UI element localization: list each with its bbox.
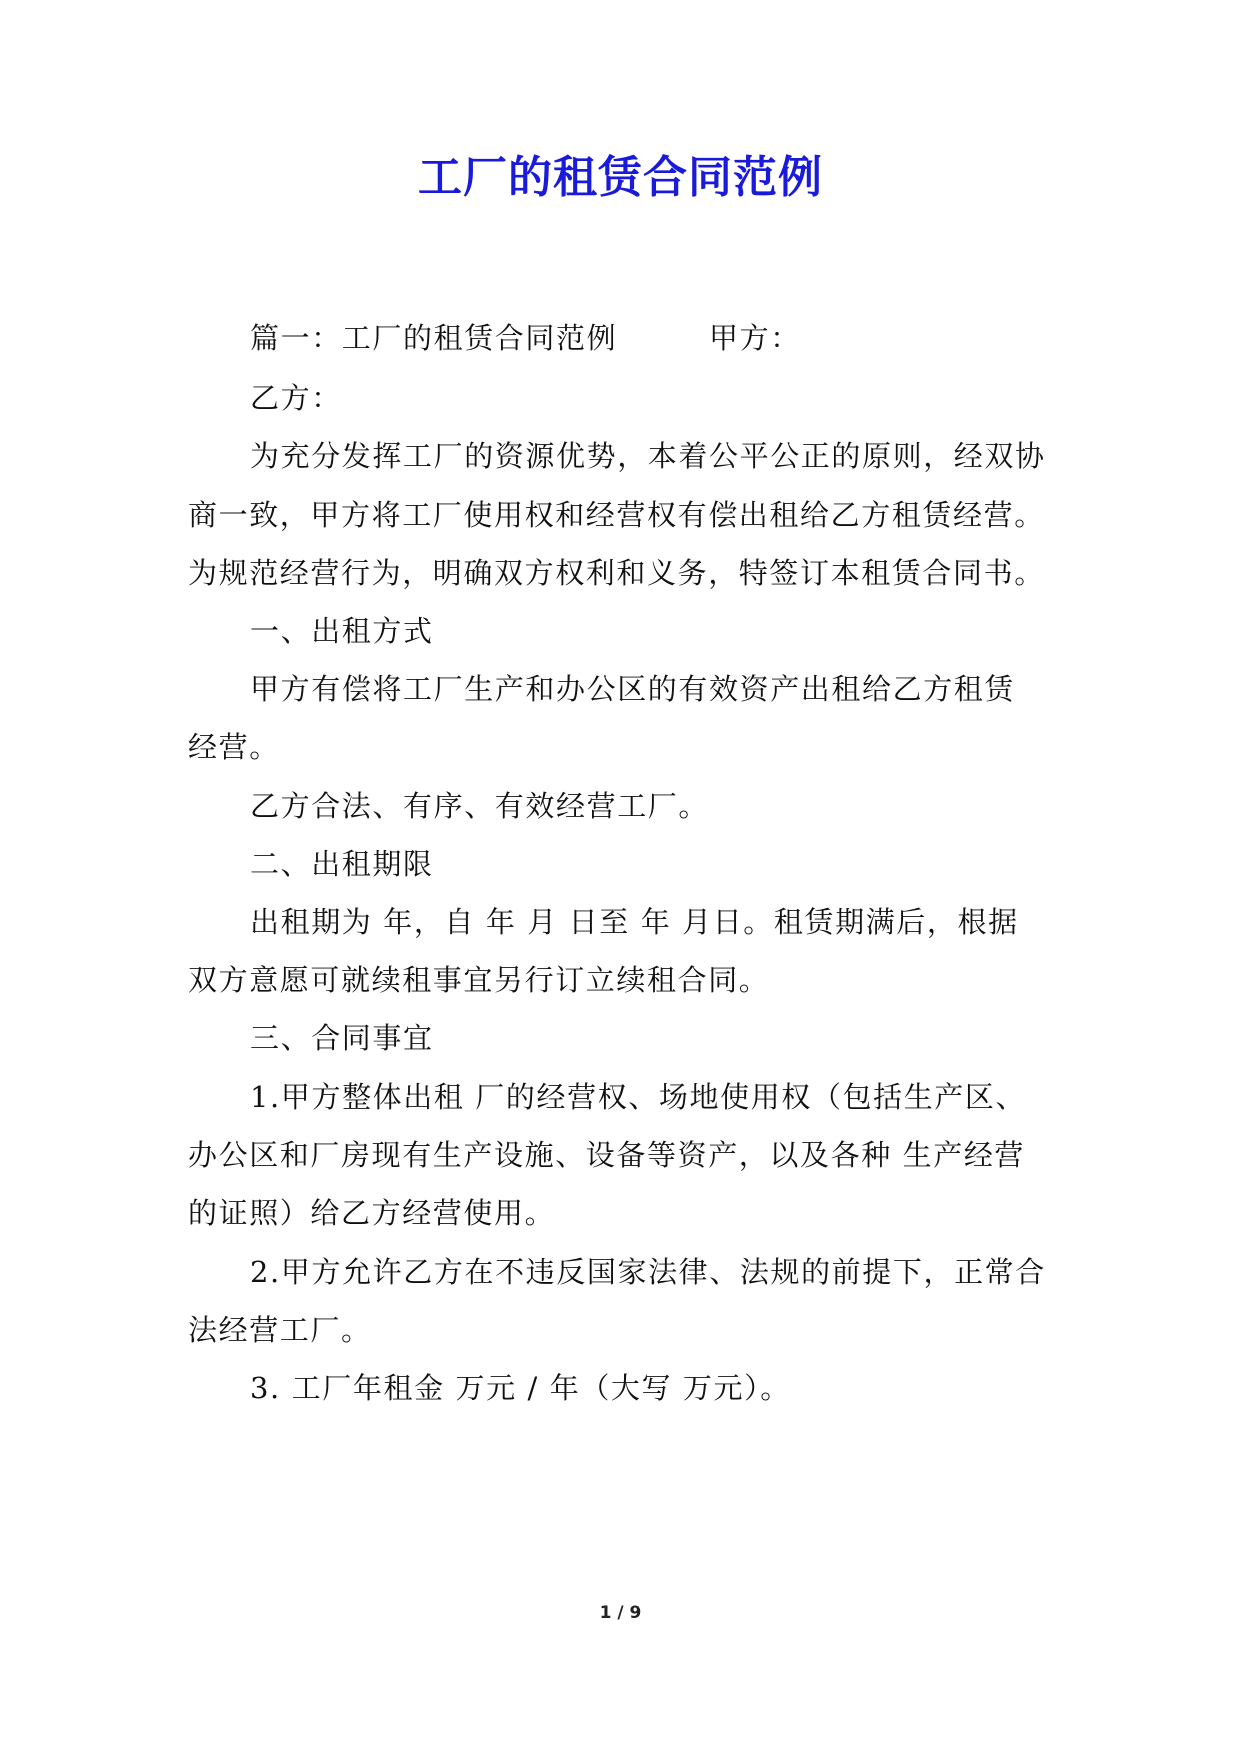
paragraph-line: 出租期为 年，自 年 月 日至 年 月日。租赁期满后，根据 [250, 905, 1019, 939]
paragraph-line: 3. 工厂年租金 万元 / 年（大写 万元）。 [250, 1371, 791, 1405]
section-heading-line: 篇一：工厂的租赁合同范例 甲方： [250, 321, 801, 355]
clause-heading: 二、出租期限 [250, 847, 434, 881]
paragraph-line: 法经营工厂。 [188, 1313, 372, 1347]
page-number: 1 / 9 [599, 1603, 642, 1623]
paragraph-line: 甲方有偿将工厂生产和办公区的有效资产出租给乙方租赁 [250, 672, 1016, 706]
paragraph-line: 为充分发挥工厂的资源优势，本着公平公正的原则，经双协 [250, 439, 1046, 473]
paragraph-line: 经营。 [188, 730, 280, 764]
paragraph-line: 双方意愿可就续租事宜另行订立续租合同。 [188, 963, 770, 997]
paragraph-line: 2.甲方允许乙方在不违反国家法律、法规的前提下，正常合 [250, 1255, 1046, 1289]
paragraph-line: 办公区和厂房现有生产设施、设备等资产，以及各种 生产经营 [188, 1138, 1026, 1172]
paragraph-line: 的证照）给乙方经营使用。 [188, 1196, 556, 1230]
clause-heading: 三、合同事宜 [250, 1021, 434, 1055]
paragraph-line: 1.甲方整体出租 厂的经营权、场地使用权（包括生产区、 [250, 1080, 1027, 1114]
paragraph-line: 商一致，甲方将工厂使用权和经营权有偿出租给乙方租赁经营。 [188, 498, 1045, 532]
party-b-line: 乙方： [250, 381, 342, 415]
paragraph-line: 为规范经营行为，明确双方权利和义务，特签订本租赁合同书。 [188, 556, 1045, 590]
document-title: 工厂的租赁合同范例 [418, 152, 823, 203]
paragraph-line: 乙方合法、有序、有效经营工厂。 [250, 789, 710, 823]
clause-heading: 一、出租方式 [250, 614, 434, 648]
